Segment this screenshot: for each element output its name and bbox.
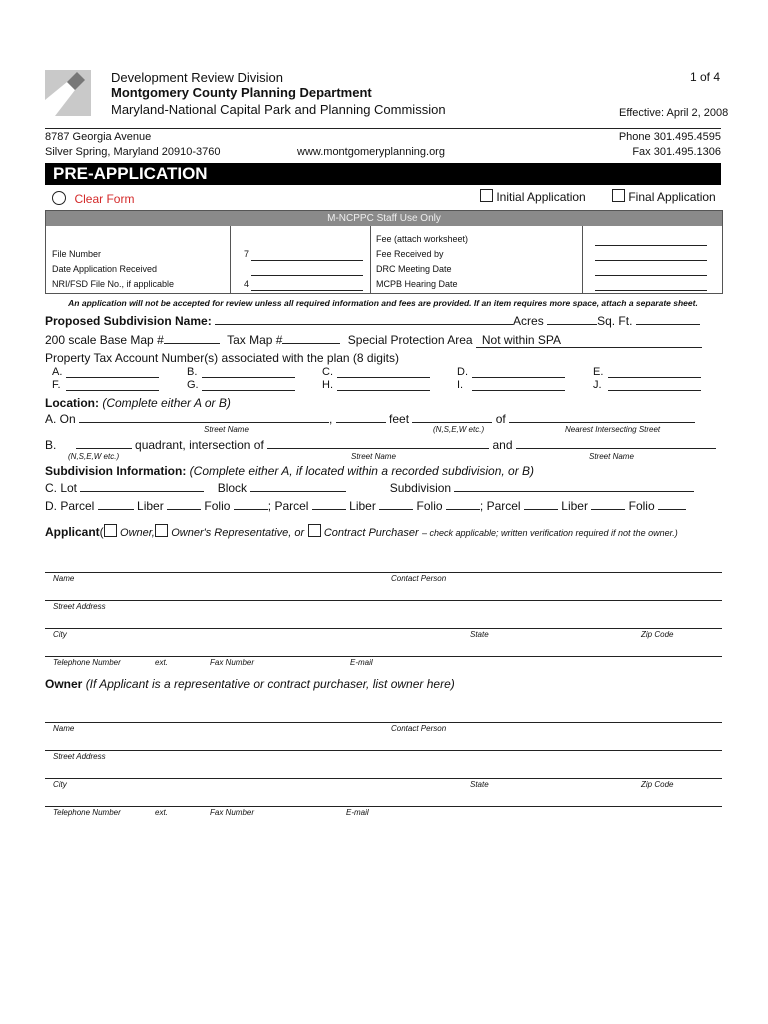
subdivision-field[interactable]	[454, 480, 694, 492]
owner-email-caption: E-mail	[346, 808, 369, 817]
owner-fax-caption: Fax Number	[210, 808, 255, 817]
location-b-street1-field[interactable]	[267, 437, 489, 449]
tax-a-field[interactable]	[66, 366, 159, 378]
spa-field[interactable]	[476, 333, 702, 348]
logo	[45, 70, 91, 116]
parcel-d-label: D. Parcel	[45, 499, 95, 513]
purchaser-checkbox[interactable]	[308, 524, 321, 537]
applicant-note: – check applicable; written verification required if not the owner.)	[421, 528, 678, 538]
purchaser-option-label: Contract Purchaser	[323, 527, 419, 539]
effective-date: Effective: April 2, 2008	[619, 107, 729, 119]
tax-j-label: J.	[593, 379, 602, 391]
representative-option-label: Owner's Representative, or	[171, 527, 305, 539]
tax-i-label: I.	[457, 379, 464, 391]
department-name: Montgomery County Planning Department	[111, 85, 372, 100]
location-a-row: A. On , feet of	[45, 411, 695, 426]
applicant-city-line[interactable]	[45, 628, 722, 629]
subdivision-info-label: Subdivision Information:	[45, 464, 187, 478]
subdivision-info-hint: (Complete either A, if located within a recorded subdivision, or B)	[189, 464, 535, 478]
date-received-label: Date Application Received	[52, 264, 158, 274]
location-heading	[45, 396, 231, 410]
clear-form-button[interactable]	[52, 190, 134, 208]
nearest-street-caption: Nearest Intersecting Street	[565, 425, 661, 434]
parcel-3-field[interactable]	[524, 498, 558, 510]
initial-application-option[interactable]	[480, 189, 586, 204]
tax-c-label: C.	[322, 366, 333, 378]
file-number-label: File Number	[52, 249, 102, 259]
feet-label: feet	[389, 412, 410, 426]
tax-b-label: B.	[187, 366, 198, 378]
date-received-field[interactable]	[251, 275, 363, 276]
tax-e-label: E.	[593, 366, 604, 378]
website-link[interactable]: www.montgomeryplanning.org	[297, 146, 445, 158]
street-name-caption: Street Name	[204, 425, 249, 434]
tax-h-label: H.	[322, 379, 333, 391]
owner-option-label: Owner,	[120, 527, 155, 539]
subdivision-name-row	[45, 313, 700, 328]
initial-application-label: Initial Application	[496, 190, 586, 204]
staff-use-box	[45, 210, 723, 294]
owner-zip-caption: Zip Code	[641, 780, 674, 789]
location-a-label: A. On	[45, 412, 76, 426]
base-map-field[interactable]	[164, 332, 220, 344]
sqft-field[interactable]	[636, 313, 700, 325]
applicant-phone-line[interactable]	[45, 656, 722, 657]
location-b-street2-field[interactable]	[516, 437, 716, 449]
liber-2-field[interactable]	[379, 498, 413, 510]
parcel-3-label: Parcel	[486, 499, 521, 513]
staff-use-header: M-NCPPC Staff Use Only	[46, 211, 722, 226]
applicant-street-line[interactable]	[45, 600, 722, 601]
lot-field[interactable]	[80, 480, 204, 492]
tax-j-field[interactable]	[608, 379, 701, 391]
subdivision-info-heading	[45, 464, 534, 478]
nsew-caption-2: (N,S,E,W etc.)	[68, 452, 120, 461]
owner-city-line[interactable]	[45, 778, 722, 779]
owner-name-caption: Name	[53, 724, 75, 733]
parcel-2-label: Parcel	[274, 499, 309, 513]
division-name: Development Review Division	[111, 70, 283, 85]
phone-number: Phone 301.495.4595	[618, 131, 721, 143]
tax-map-label: Tax Map #	[227, 333, 283, 347]
title-bar	[45, 163, 721, 185]
liber-3-label: Liber	[561, 499, 588, 513]
nri-file-field[interactable]	[251, 290, 363, 291]
owner-street-caption: Street Address	[53, 752, 106, 761]
location-b-quadrant-field[interactable]	[76, 437, 132, 449]
tax-a-label: A.	[52, 366, 63, 378]
street-address: 8787 Georgia Avenue	[45, 131, 152, 143]
tax-g-field[interactable]	[202, 379, 295, 391]
tax-g-label: G.	[187, 379, 199, 391]
city-address: Silver Spring, Maryland 20910-3760	[45, 146, 221, 158]
location-hint: (Complete either A or B)	[102, 396, 231, 410]
fee-label: Fee (attach worksheet)	[376, 234, 469, 244]
parcel-1-field[interactable]	[98, 498, 134, 510]
owner-ext-caption: ext.	[155, 808, 168, 817]
tax-d-field[interactable]	[472, 366, 565, 378]
subdivision-label: Subdivision	[389, 481, 452, 495]
location-label: Location:	[45, 396, 99, 410]
tax-f-label: F.	[52, 379, 61, 391]
location-a-nearest-field[interactable]	[509, 411, 695, 423]
subdivision-name-field[interactable]	[215, 313, 513, 325]
applicant-name-caption: Name	[53, 574, 75, 583]
fee-received-field[interactable]	[595, 260, 707, 261]
applicant-state-caption: State	[470, 630, 489, 639]
form-title: PRE-APPLICATION	[53, 164, 208, 183]
applicant-fax-caption: Fax Number	[210, 658, 255, 667]
liber-1-label: Liber	[137, 499, 164, 513]
drc-date-field[interactable]	[595, 275, 707, 276]
final-application-checkbox[interactable]	[612, 189, 625, 202]
tax-f-field[interactable]	[66, 379, 159, 391]
owner-hint: (If Applicant is a representative or contract purchaser, list owner here)	[85, 677, 455, 691]
owner-city-caption: City	[53, 780, 67, 789]
owner-contact-caption: Contact Person	[391, 724, 447, 733]
clear-form-label: Clear Form	[74, 192, 135, 206]
location-a-direction-field[interactable]	[412, 411, 492, 423]
owner-phone-line[interactable]	[45, 806, 722, 807]
tax-h-field[interactable]	[337, 379, 430, 391]
applicant-phone-caption: Telephone Number	[53, 658, 121, 667]
fax-number: Fax 301.495.1306	[632, 146, 721, 158]
location-a-feet-field[interactable]	[336, 411, 386, 423]
owner-checkbox[interactable]	[104, 524, 117, 537]
applicant-name-line[interactable]	[45, 572, 722, 573]
applicant-row: Applicant( Owner, Owner's Representative, or Contract Purchaser – check applicable; written verification required if not the owner.)	[45, 525, 678, 539]
block-label: Block	[217, 481, 248, 495]
owner-heading	[45, 677, 455, 691]
and-label: and	[492, 438, 513, 452]
applicant-city-caption: City	[53, 630, 67, 639]
parcel-2-field[interactable]	[312, 498, 346, 510]
folio-2-field[interactable]	[446, 498, 480, 510]
liber-1-field[interactable]	[167, 498, 201, 510]
folio-1-label: Folio	[204, 499, 231, 513]
spa-label: Special Protection Area	[347, 333, 473, 347]
folio-3-label: Folio	[628, 499, 655, 513]
location-a-street-field[interactable]	[79, 411, 329, 423]
tax-map-field[interactable]	[282, 332, 340, 344]
tax-d-label: D.	[457, 366, 468, 378]
notice-text: An application will not be accepted for review unless all required information and fees are provided. If an item requires more space, attach a separate sheet.	[68, 298, 698, 308]
fee-field[interactable]	[595, 245, 707, 246]
liber-2-label: Liber	[349, 499, 376, 513]
lot-row	[45, 480, 694, 495]
subdivision-name-label: Proposed Subdivision Name:	[45, 314, 212, 328]
parcel-row: D. Parcel Liber Folio ; Parcel Liber Folio ; Parcel Liber Folio	[45, 498, 686, 513]
quadrant-label: quadrant, intersection of	[135, 438, 264, 452]
tax-i-field[interactable]	[472, 379, 565, 391]
applicant-ext-caption: ext.	[155, 658, 168, 667]
applicant-zip-caption: Zip Code	[641, 630, 674, 639]
file-number-field[interactable]	[251, 260, 363, 261]
applicant-label: Applicant	[45, 525, 100, 539]
acres-field[interactable]	[547, 313, 597, 325]
mcpb-date-field[interactable]	[595, 290, 707, 291]
final-application-label: Final Application	[628, 190, 716, 204]
location-b-label: B.	[45, 438, 57, 452]
tax-b-field[interactable]	[202, 366, 295, 378]
street-name-caption-2: Street Name	[351, 452, 396, 461]
owner-label: Owner	[45, 677, 83, 691]
tax-e-field[interactable]	[608, 366, 701, 378]
header-divider	[45, 128, 721, 129]
owner-name-line[interactable]	[45, 722, 722, 723]
lot-label: C. Lot	[45, 481, 78, 495]
block-field[interactable]	[250, 480, 346, 492]
spa-value: Not within SPA	[481, 333, 562, 347]
commission-name: Maryland-National Capital Park and Planning Commission	[111, 102, 446, 117]
applicant-street-caption: Street Address	[53, 602, 106, 611]
acres-label: Acres	[513, 314, 544, 328]
page-number: 1 of 4	[690, 70, 721, 84]
file-number-prefix: 7	[244, 249, 250, 259]
base-map-label: 200 scale Base Map #	[45, 333, 164, 347]
folio-2-label: Folio	[416, 499, 443, 513]
mcpb-date-label: MCPB Hearing Date	[376, 279, 458, 289]
tax-account-label: Property Tax Account Number(s) associated with the plan (8 digits)	[45, 351, 399, 365]
street-name-caption-3: Street Name	[589, 452, 634, 461]
tax-c-field[interactable]	[337, 366, 430, 378]
of-label: of	[495, 412, 506, 426]
owner-state-caption: State	[470, 780, 489, 789]
nsew-caption: (N,S,E,W etc.)	[433, 425, 485, 434]
nri-file-label: NRI/FSD File No., if applicable	[52, 279, 175, 289]
sqft-label: Sq. Ft.	[597, 314, 633, 328]
folio-1-field[interactable]	[234, 498, 268, 510]
fee-received-label: Fee Received by	[376, 249, 444, 259]
representative-checkbox[interactable]	[155, 524, 168, 537]
applicant-email-caption: E-mail	[350, 658, 373, 667]
location-b-row	[45, 437, 716, 452]
final-application-option[interactable]	[612, 189, 716, 204]
liber-3-field[interactable]	[591, 498, 625, 510]
map-row	[45, 332, 702, 348]
owner-street-line[interactable]	[45, 750, 722, 751]
owner-phone-caption: Telephone Number	[53, 808, 121, 817]
drc-date-label: DRC Meeting Date	[376, 264, 452, 274]
folio-3-field[interactable]	[658, 498, 686, 510]
applicant-contact-caption: Contact Person	[391, 574, 447, 583]
nri-file-prefix: 4	[244, 279, 250, 289]
initial-application-checkbox[interactable]	[480, 189, 493, 202]
